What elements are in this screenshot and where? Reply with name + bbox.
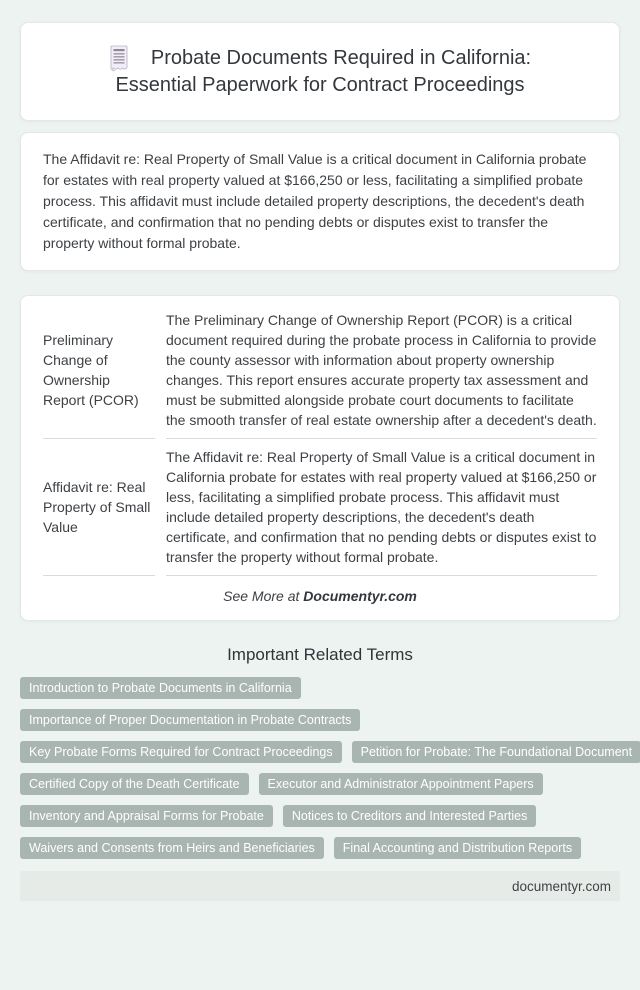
- tag-row: [20, 773, 620, 795]
- related-term-tag[interactable]: Executor and Administrator Appointment Papers: [259, 773, 543, 795]
- receipt-icon: [109, 45, 129, 72]
- term-label: [43, 439, 155, 576]
- summary-card: [20, 132, 620, 271]
- tag-row: [20, 805, 620, 827]
- related-terms-heading: Important Related Terms: [227, 645, 413, 664]
- summary-text: The Affidavit re: Real Property of Small Value is a critical document in California probate for estates with real property valued at $166,250 or less, facilitating a simplified probate process. This affidavit must include detailed property descriptions, the decedent's death certificate, and confirmation that no pending debts or disputes exist to transfer the property without formal probate.: [43, 151, 587, 251]
- table-row: [43, 439, 597, 576]
- tag-row: [20, 709, 620, 731]
- term-label-text: Affidavit re: Real Property of Small Value: [43, 479, 151, 535]
- related-term-tag[interactable]: Key Probate Forms Required for Contract Proceedings: [20, 741, 342, 763]
- footer-bar: [20, 871, 620, 901]
- related-term-tag[interactable]: Inventory and Appraisal Forms for Probate: [20, 805, 273, 827]
- related-term-tag[interactable]: Notices to Creditors and Interested Parties: [283, 805, 537, 827]
- related-term-tag[interactable]: Petition for Probate: The Foundational Document: [352, 741, 640, 763]
- see-more-prefix: See More at: [223, 588, 304, 604]
- see-more-brand-link[interactable]: Documentyr.com: [303, 588, 417, 604]
- page-title-text-1: Probate Documents Required in California:: [150, 46, 532, 69]
- related-term-tag[interactable]: Importance of Proper Documentation in Probate Contracts: [20, 709, 360, 731]
- related-term-tag[interactable]: Final Accounting and Distribution Reports: [334, 837, 581, 859]
- tag-row: [20, 677, 620, 699]
- related-terms-tags: [20, 677, 633, 859]
- page-title-text-2: Essential Paperwork for Contract Proceedings: [115, 73, 525, 96]
- related-term-tag[interactable]: Waivers and Consents from Heirs and Beneficiaries: [20, 837, 324, 859]
- definitions-card: [20, 295, 620, 621]
- footer-site-link[interactable]: documentyr.com: [511, 878, 611, 894]
- term-description: The Affidavit re: Real Property of Small Value is a critical document in California probate for estates with real property valued at $166,250 or less, facilitating a simplified probate process. This affidavit must include detailed property descriptions, the decedent's death certificate, and confirmation that no pending debts or disputes exist to transfer the property without formal probate.: [166, 439, 597, 576]
- related-term-tag[interactable]: Introduction to Probate Documents in California: [20, 677, 301, 699]
- term-description: The Preliminary Change of Ownership Report (PCOR) is a critical document required during the probate process in California to provide the county assessor with information about property ownership changes. This report ensures accurate property tax assessment and must be submitted alongside probate court documents to facilitate the smooth transfer of real estate ownership after a decedent's death.: [166, 302, 597, 439]
- term-label: [43, 302, 155, 439]
- header-card: [20, 22, 620, 121]
- related-term-tag[interactable]: Certified Copy of the Death Certificate: [20, 773, 249, 795]
- table-row: [43, 302, 597, 439]
- page: [20, 22, 633, 901]
- see-more-line: [43, 586, 597, 606]
- tag-row: [20, 837, 620, 859]
- term-label-text: Preliminary Change of Ownership Report (PCOR): [43, 332, 139, 408]
- tag-row: [20, 741, 633, 763]
- page-title-line1: [109, 45, 531, 72]
